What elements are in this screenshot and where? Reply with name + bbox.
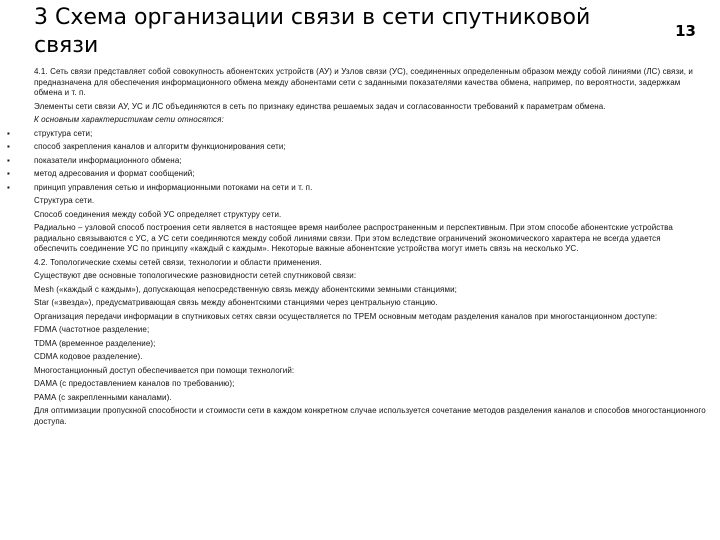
paragraph-text: Многостанционный доступ обеспечивается при помощи технологий: <box>34 365 295 375</box>
paragraph <box>34 325 706 336</box>
bullet-icon: ▪ <box>7 142 10 152</box>
bullet-icon: ▪ <box>7 169 10 179</box>
paragraph <box>34 223 706 255</box>
paragraph-text: Для оптимизации пропускной способности и стоимости сети в каждом конкретном случае используется сочетание методов разделения каналов и способов многостанционного доступа. <box>34 406 706 426</box>
bullet-text: структура сети; <box>34 128 93 138</box>
bullet-text: принцип управления сетью и информационными потоками на сети и т. п. <box>34 182 313 192</box>
paragraph-text: Mesh («каждый с каждым»), допускающая непосредственную связь между абонентскими земными станциями; <box>34 284 457 294</box>
bullet-item <box>7 128 706 140</box>
bullet-text: способ закрепления каналов и алгоритм функционирования сети; <box>34 142 286 152</box>
bullet-item <box>7 182 706 194</box>
paragraph-text: Существуют две основные топологические разновидности сетей спутниковой связи: <box>34 271 357 281</box>
paragraph-text: FDMA (частотное разделение; <box>34 325 150 335</box>
section-heading <box>34 258 706 269</box>
paragraph-text: 4.1. Сеть связи представляет собой совокупность абонентских устройств (АУ) и Узлов связи (УС), соединенных определенным образом между собой линиями (ЛС) связи, и предназначена для обеспечения информационного обмена между абонентами сети с заданными показателями качества обмена, например, по вероятности, задержкам обмена и т. п. <box>34 67 693 98</box>
paragraph <box>34 298 706 309</box>
paragraph <box>34 271 706 282</box>
paragraph-text: Элементы сети связи АУ, УС и ЛС объединяются в сеть по признаку единства решаемых задач и согласованности требований к параметрам обмена. <box>34 101 606 111</box>
paragraph-text: Организация передачи информации в спутниковых сетях связи осуществляется по ТРЕМ основным методам разделения каналов при многостанционном доступе: <box>34 311 658 321</box>
bullet-icon: ▪ <box>7 128 10 138</box>
paragraph <box>34 406 706 427</box>
paragraph <box>34 339 706 350</box>
paragraph-text: Star («звезда»), предусматривающая связь между абонентскими станциями через центральную станцию. <box>34 298 438 308</box>
slide-number: 13 <box>675 22 696 40</box>
bullet-icon: ▪ <box>7 182 10 192</box>
paragraph-text: Структура сети. <box>34 196 95 206</box>
paragraph-text: PAMA (с закрепленными каналами). <box>34 392 172 402</box>
bullet-icon: ▪ <box>7 155 10 165</box>
characteristics-heading <box>34 115 706 126</box>
bullet-item <box>7 169 706 180</box>
slide-title: 3 Схема организации связи в сети спутниковой связи <box>34 5 591 58</box>
paragraph <box>34 312 706 323</box>
paragraph-text: 4.2. Топологические схемы сетей связи, технологии и области применения. <box>34 257 322 267</box>
paragraph <box>34 285 706 296</box>
paragraph-text: DAMA (с предоставлением каналов по требованию); <box>34 379 235 389</box>
paragraph-text: Способ соединения между собой УС определяет структуру сети. <box>34 209 282 219</box>
paragraph <box>34 67 706 99</box>
bullet-text: метод адресования и формат сообщений; <box>34 169 195 179</box>
paragraph <box>34 352 706 363</box>
paragraph <box>34 393 706 404</box>
bullet-item <box>7 142 706 153</box>
paragraph <box>34 379 706 390</box>
paragraph-text: TDMA (временное разделение); <box>34 338 156 348</box>
paragraph <box>34 366 706 377</box>
bullet-text: показатели информационного обмена; <box>34 155 182 165</box>
paragraph-text: CDMA кодовое разделение). <box>34 352 143 362</box>
paragraph-text: Радиально – узловой способ построения сети является в настоящее время наиболее распространенным и перспективным. При этом способе абонентские устройства радиально связываются с УС, а УС сети соединяются между собой линиями связи. При этом вследствие ограничений экономического характера не всегда удается обеспечить соединение УС по принципу «каждый с каждым». Некоторые важные абонентские устройства могут иметь связь на несколько УС. <box>34 223 673 254</box>
paragraph <box>34 196 706 207</box>
bullet-item <box>7 155 706 167</box>
slide-body <box>7 67 706 430</box>
paragraph <box>34 102 706 113</box>
paragraph <box>34 210 706 221</box>
paragraph-text: К основным характеристикам сети относятся: <box>34 115 224 125</box>
